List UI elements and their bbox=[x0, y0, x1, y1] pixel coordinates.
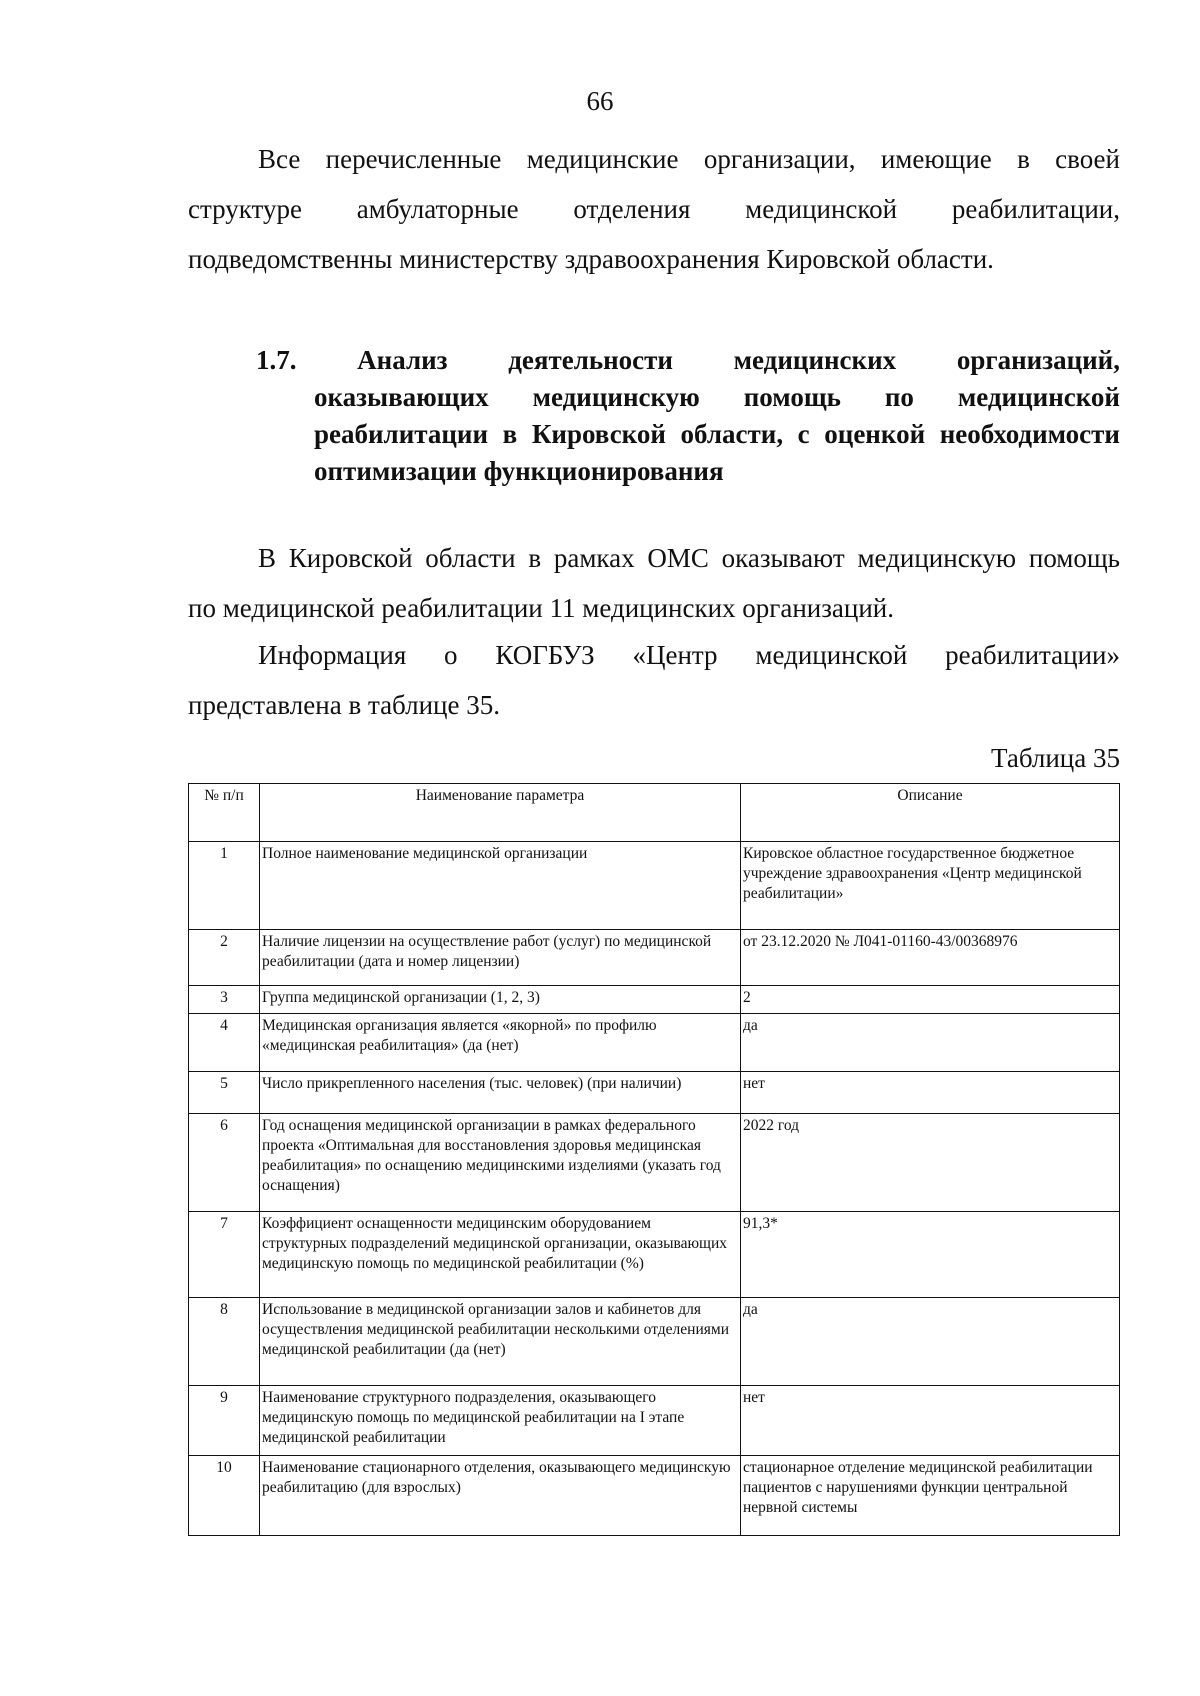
row-description: от 23.12.2020 № Л041-01160-43/00368976 bbox=[741, 930, 1120, 986]
intro-line-3: подведомственны министерству здравоохранения Кировской области. bbox=[188, 244, 994, 274]
paragraph-info-line-2: представлена в таблице 35. bbox=[188, 690, 500, 720]
row-description: стационарное отделение медицинской реабилитации пациентов с нарушениями функции центральной нервной системы bbox=[741, 1456, 1120, 1536]
row-number: 1 bbox=[189, 842, 260, 930]
table-row bbox=[189, 1014, 1120, 1072]
row-parameter: Наличие лицензии на осуществление работ (услуг) по медицинской реабилитации (дата и номер лицензии) bbox=[260, 930, 741, 986]
row-parameter: Коэффициент оснащенности медицинским оборудованием структурных подразделений медицинской организации, оказывающих медицинскую помощь по медицинской реабилитации (%) bbox=[260, 1212, 741, 1298]
row-parameter: Число прикрепленного населения (тыс. человек) (при наличии) bbox=[260, 1072, 741, 1114]
row-description: нет bbox=[741, 1386, 1120, 1456]
table-row bbox=[189, 842, 1120, 930]
paragraph-info-line-1: Информация о КОГБУЗ «Центр медицинской реабилитации» bbox=[258, 640, 1120, 670]
table-row bbox=[189, 930, 1120, 986]
row-parameter: Группа медицинской организации (1, 2, 3) bbox=[260, 986, 741, 1014]
table-row bbox=[189, 1456, 1120, 1536]
row-description: 91,3* bbox=[741, 1212, 1120, 1298]
paragraph-omc-line-2: по медицинской реабилитации 11 медицинских организаций. bbox=[188, 593, 894, 623]
row-description: да bbox=[741, 1298, 1120, 1386]
table-row bbox=[189, 1212, 1120, 1298]
parameters-table bbox=[188, 783, 1120, 1536]
intro-line-1: Все перечисленные медицинские организации, имеющие в своей bbox=[258, 144, 1120, 174]
page-number: 66 bbox=[586, 86, 614, 116]
row-parameter: Медицинская организация является «якорной» по профилю «медицинская реабилитация» (да (нет) bbox=[260, 1014, 741, 1072]
heading-line-3: реабилитации в Кировской области, с оценкой необходимости bbox=[314, 419, 1120, 449]
table-row bbox=[189, 1386, 1120, 1456]
table-body bbox=[189, 842, 1120, 1536]
table-row bbox=[189, 1298, 1120, 1386]
table-row bbox=[189, 1114, 1120, 1212]
intro-line-2: структуре амбулаторные отделения медицинской реабилитации, bbox=[188, 194, 1120, 224]
intro-paragraph bbox=[188, 134, 1120, 284]
row-description: Кировское областное государственное бюджетное учреждение здравоохранения «Центр медицинской реабилитации» bbox=[741, 842, 1120, 930]
row-description: 2022 год bbox=[741, 1114, 1120, 1212]
header-desc: Описание bbox=[741, 784, 1120, 842]
row-number: 3 bbox=[189, 986, 260, 1014]
paragraph-omc bbox=[188, 533, 1120, 633]
row-number: 8 bbox=[189, 1298, 260, 1386]
paragraph-info bbox=[188, 630, 1120, 730]
row-number: 2 bbox=[189, 930, 260, 986]
row-parameter: Наименование структурного подразделения, оказывающего медицинскую помощь по медицинской реабилитации на I этапе медицинской реабилитации bbox=[260, 1386, 741, 1456]
table-header-row bbox=[189, 784, 1120, 842]
row-number: 10 bbox=[189, 1456, 260, 1536]
row-description: да bbox=[741, 1014, 1120, 1072]
section-heading bbox=[256, 342, 1120, 490]
header-num: № п/п bbox=[189, 784, 260, 842]
row-number: 6 bbox=[189, 1114, 260, 1212]
table-row bbox=[189, 1072, 1120, 1114]
paragraph-omc-line-1: В Кировской области в рамках ОМС оказывают медицинскую помощь bbox=[258, 543, 1120, 573]
row-parameter: Использование в медицинской организации залов и кабинетов для осуществления медицинской реабилитации несколькими отделениями медицинской реабилитации (да (нет) bbox=[260, 1298, 741, 1386]
header-param: Наименование параметра bbox=[260, 784, 741, 842]
row-parameter: Год оснащения медицинской организации в рамках федерального проекта «Оптимальная для восстановления здоровья медицинская реабилитация» по оснащению медицинскими изделиями (указать год оснащения) bbox=[260, 1114, 741, 1212]
table-row bbox=[189, 986, 1120, 1014]
heading-line-4: оптимизации функционирования bbox=[314, 456, 724, 486]
row-number: 5 bbox=[189, 1072, 260, 1114]
row-parameter: Полное наименование медицинской организации bbox=[260, 842, 741, 930]
heading-line-2: оказывающих медицинскую помощь по медицинской bbox=[314, 382, 1120, 412]
table-caption: Таблица 35 bbox=[991, 743, 1120, 773]
row-parameter: Наименование стационарного отделения, оказывающего медицинскую реабилитацию (для взрослых) bbox=[260, 1456, 741, 1536]
heading-line-1: 1.7. Анализ деятельности медицинских организаций, bbox=[256, 345, 1120, 375]
row-number: 4 bbox=[189, 1014, 260, 1072]
row-description: 2 bbox=[741, 986, 1120, 1014]
row-number: 9 bbox=[189, 1386, 260, 1456]
row-description: нет bbox=[741, 1072, 1120, 1114]
row-number: 7 bbox=[189, 1212, 260, 1298]
